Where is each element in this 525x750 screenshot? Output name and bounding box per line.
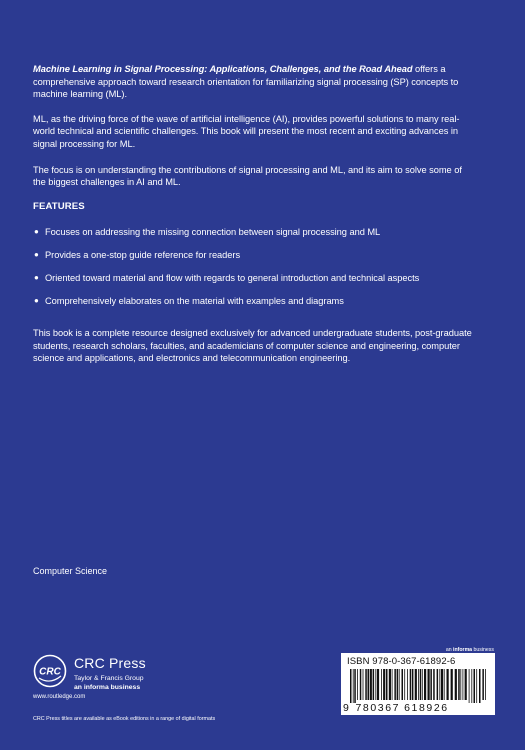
barcode-bar	[370, 669, 372, 700]
barcode-bar	[373, 669, 375, 700]
barcode-bar	[451, 669, 453, 700]
publisher-group	[74, 674, 194, 692]
focus-paragraph: The focus is on understanding the contributions of signal processing and ML, and its aim to solve some of the biggest challenges in AI and ML.	[33, 164, 462, 188]
barcode-bar	[365, 669, 367, 700]
bullet-icon: ●	[34, 272, 39, 282]
barcode-bar	[350, 669, 352, 703]
barcode-bar	[381, 669, 382, 700]
barcode-bar	[357, 669, 358, 700]
barcode-bar	[360, 669, 362, 700]
barcode-bar	[375, 669, 376, 700]
description-block	[33, 63, 473, 377]
barcode-bar	[474, 669, 476, 703]
barcode-bar	[430, 669, 432, 700]
feature-item: ● Provides a one-stop guide reference for readers	[34, 250, 241, 261]
barcode-bar	[441, 669, 443, 700]
barcode-bar	[353, 669, 354, 703]
feature-item: ● Comprehensively elaborates on the material with examples and diagrams	[34, 295, 344, 306]
barcode-bar	[415, 669, 417, 700]
intro-text: offers a comprehensive approach toward research orientation for familiarizing signal processing (SP) concepts to machine learning (ML).	[33, 64, 459, 100]
ebook-note: CRC Press titles are available as eBook editions in a range of digital formats	[33, 716, 216, 722]
barcode-bar	[363, 669, 364, 700]
barcode-bar	[397, 669, 399, 700]
barcode-bar	[479, 669, 481, 703]
publisher-business-line: an informa business	[74, 684, 141, 691]
barcode-bar	[444, 669, 445, 700]
barcode-bar	[428, 669, 430, 700]
crc-press-logo-icon	[33, 654, 67, 688]
barcode-bar	[386, 669, 388, 700]
barcode-bar	[383, 669, 385, 700]
subject-category: Computer Science	[33, 566, 108, 576]
barcode-bar	[433, 669, 435, 700]
barcode-bar	[418, 669, 419, 700]
barcode-bar	[389, 669, 391, 700]
publisher-logo	[33, 652, 193, 704]
barcode-bar	[368, 669, 370, 700]
barcode-bar	[402, 669, 404, 700]
book-title-italic: Machine Learning in Signal Processing: Applications, Challenges, and the Road Ahead	[33, 64, 413, 74]
barcode-bar	[485, 669, 486, 700]
bullet-icon: ●	[34, 250, 39, 260]
barcode-bar	[447, 669, 449, 700]
logo-mark-text: CRC	[39, 666, 61, 678]
features-list	[33, 226, 473, 307]
audience-paragraph: This book is a complete resource designed exclusively for advanced undergraduate students, post-graduate students, research scholars, faculties, and academicians of computer science and engineering, computer science and applications, and electronics and telecommunication engineering.	[33, 328, 472, 364]
barcode-bar	[476, 669, 477, 703]
bullet-icon: ●	[34, 295, 39, 305]
barcode-bar	[439, 669, 440, 700]
barcode-digits: 9 780367 618926	[343, 702, 449, 714]
barcode-bar	[437, 669, 439, 700]
barcode-bar	[404, 669, 405, 700]
barcode-bar	[422, 669, 423, 700]
barcode-bar	[458, 669, 460, 700]
feature-item: ● Oriented toward material and flow with regards to general introduction and technical aspects	[34, 272, 420, 283]
barcode-bar	[399, 669, 400, 700]
publisher-url: www.routledge.com	[33, 694, 86, 700]
barcode-bar	[471, 669, 472, 703]
barcode-bar	[410, 669, 412, 700]
barcode-bar	[463, 669, 464, 700]
feature-item: ● Focuses on addressing the missing connection between signal processing and ML	[34, 227, 381, 238]
informa-business-tag: an informa business	[445, 647, 494, 653]
barcode-bar	[455, 669, 457, 700]
bullet-icon: ●	[34, 227, 39, 237]
publisher-group-line: Taylor & Francis Group	[74, 675, 144, 682]
barcode-bar	[392, 669, 393, 700]
isbn-barcode	[341, 653, 495, 715]
barcode-bar	[412, 669, 414, 700]
barcode-bar	[420, 669, 422, 700]
barcode-bar	[482, 669, 484, 700]
barcode-bar	[354, 669, 356, 703]
barcode-bar	[424, 669, 426, 700]
isbn-label: ISBN 978-0-367-61892-6	[347, 656, 456, 667]
barcode-bar	[465, 669, 467, 700]
barcode-bar	[460, 669, 461, 700]
informa-brand: informa	[453, 647, 473, 653]
features-heading: FEATURES	[33, 200, 85, 212]
barcode-bar	[377, 669, 379, 700]
barcode-bars	[349, 669, 489, 703]
intro-paragraph	[33, 63, 473, 101]
ml-paragraph: ML, as the driving force of the wave of artificial intelligence (AI), provides powerful solutions to many real-world technical and scientific challenges. This book will present the most recent and exciting advances in signal processing for ML.	[33, 113, 460, 149]
barcode-bar	[407, 669, 408, 700]
publisher-name: CRC Press	[74, 655, 146, 671]
barcode-bar	[394, 669, 396, 700]
barcode-bar	[469, 669, 470, 703]
